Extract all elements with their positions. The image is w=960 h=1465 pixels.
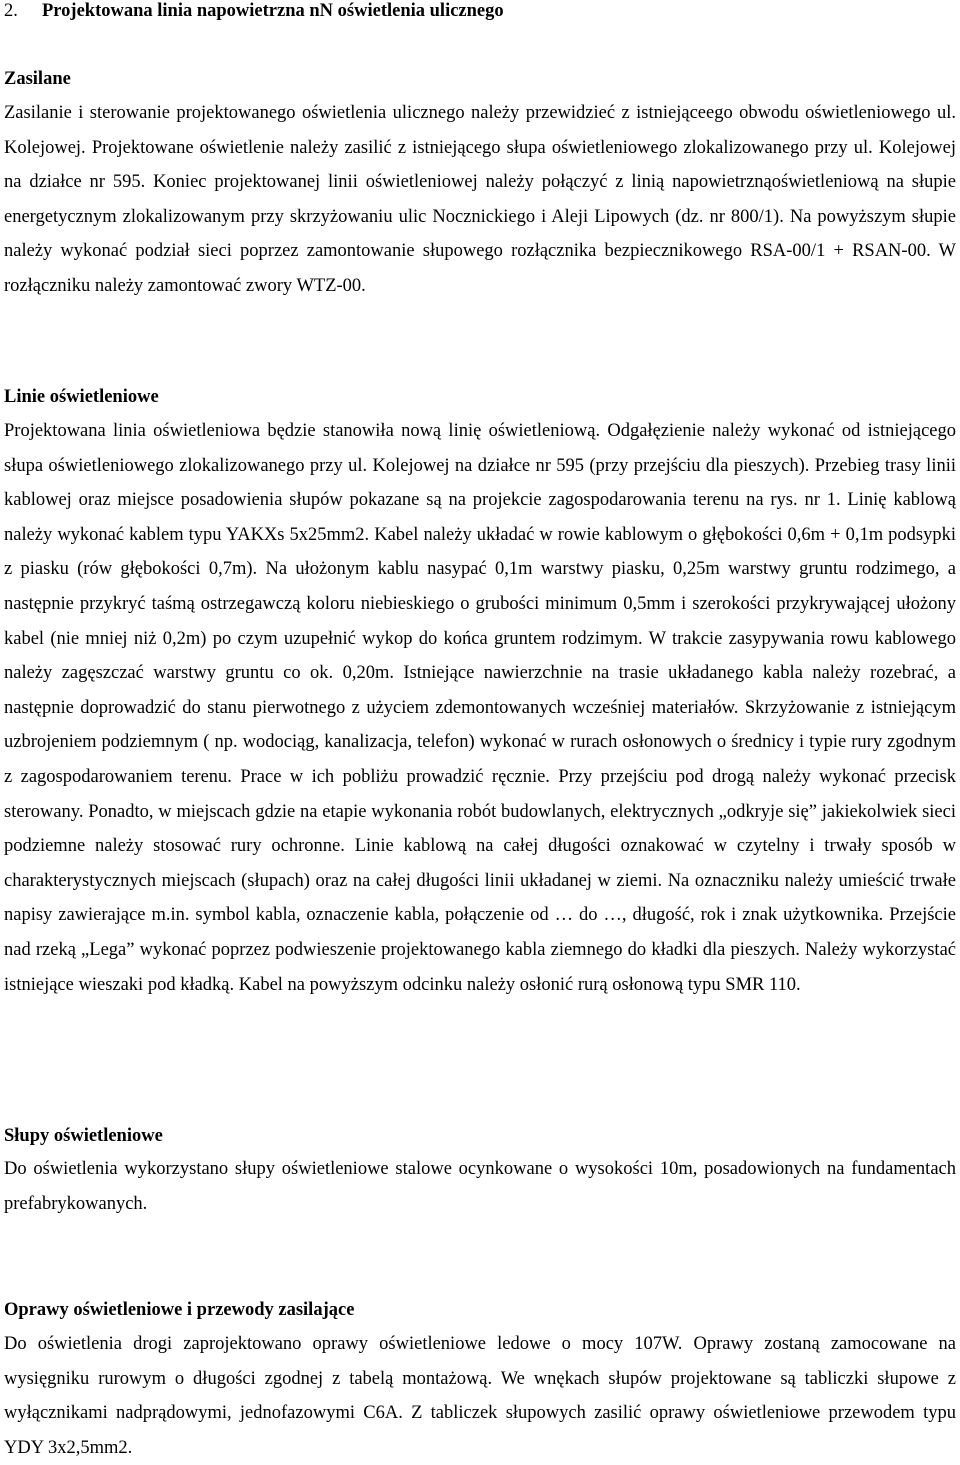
section-title-slupy: Słupy oświetleniowe (4, 1126, 163, 1146)
section-body-slupy: Do oświetlenia wykorzystano słupy oświetleniowe stalowe ocynkowane o wysokości 10m, posadowionych na fundamentach prefabrykowanych. (4, 1159, 956, 1214)
section-title-zasilane: Zasilane (4, 69, 71, 89)
section-title-oprawy: Oprawy oświetleniowe i przewody zasilające (4, 1300, 355, 1320)
section-body-linie: Projektowana linia oświetleniowa będzie stanowiła nową linię oświetleniową. Odgałęzienie należy wykonać od istniejącego słupa oświetleniowego zlokalizowanego przy ul. Kolejowej na działce nr 595 (przy przejściu dla pieszych). Przebieg trasy linii kablowej oraz miejsce posadowienia słupów pokazane są na projekcie zagospodarowania terenu na rys. nr 1. Linię kablową należy wykonać kablem typu YAKXs 5x25mm2. Kabel należy układać w rowie kablowym o głębokości 0,6m + 0,1m podsypki z piasku (rów głębokości 0,7m). Na ułożonym kablu nasypać 0,1m warstwy piasku, 0,25m warstwy gruntu rodzimego, a następnie przykryć taśmą ostrzegawczą koloru niebieskiego o grubości minimum 0,5mm i szerokości przykrywającej ułożony kabel (nie mniej niż 0,2m) po czym uzupełnić wykop do końca gruntem rodzimym. W trakcie zasypywania rowu kablowego należy zagęszczać warstwy gruntu co ok. 0,20m. Istniejące nawierzchnie na trasie układanego kabla należy rozebrać, a następnie doprowadzić do stanu pierwotnego z użyciem zdemontowanych wcześniej materiałów. Skrzyżowanie z istniejącym uzbrojeniem podziemnym ( np. wodociąg, kanalizacja, telefon) wykonać w rurach osłonowych o średnicy i typie rury zgodnym z zagospodarowaniem terenu. Prace w ich pobliżu prowadzić ręcznie. Przy przejściu pod drogą należy wykonać przecisk sterowany. Ponadto, w miejscach gdzie na etapie wykonania robót budowlanych, elektrycznych „odkryje się” jakiekolwiek sieci podziemne należy stosować rury ochronne. Linie kablową na całej długości oznakować w czytelny i trwały sposób w charakterystycznych miejscach (słupach) oraz na całej długości linii układanej w ziemi. Na oznaczniku należy umieścić trwałe napisy zawierające m.in. symbol kabla, oznaczenie kabla, połączenie od … do …, długość, rok i znak użytkownika. Przejście nad rzeką „Lega” wykonać poprzez podwieszenie projektowanego kabla ziemnego do kładki dla pieszych. Należy wykorzystać istniejące wieszaki pod kładką. Kabel na powyższym odcinku należy osłonić rurą osłonową typu SMR 110. (4, 421, 956, 995)
section-body-zasilane: Zasilanie i sterowanie projektowanego oświetlenia ulicznego należy przewidzieć z istniejąceego obwodu oświetleniowego ul. Kolejowej. Projektowane oświetlenie należy zasilić z istniejącego słupa oświetleniowego zlokalizowanego przy ul. Kolejowej na działce nr 595. Koniec projektowanej linii oświetleniowej należy połączyć z linią napowietrznąoświetleniową na słupie energetycznym zlokalizowanym przy skrzyżowaniu ulic Nocznickiego i Aleji Lipowych (dz. nr 800/1). Na powyższym słupie należy wykonać podział sieci poprzez zamontowanie słupowego rozłącznika bezpiecznikowego RSA-00/1 + RSAN-00. W rozłączniku należy zamontować zwory WTZ-00. (4, 103, 956, 296)
section-title-linie: Linie oświetleniowe (4, 387, 159, 407)
section-body-oprawy: Do oświetlenia drogi zaprojektowano oprawy oświetleniowe ledowe o mocy 107W. Oprawy zostaną zamocowane na wysięgniku rurowym o długości zgodnej z tabelą montażową. We wnękach słupów projektowane są tabliczki słupowe z wyłącznikami nadprądowymi, jednofazowymi C6A. Z tabliczek słupowych zasilić oprawy oświetleniowe przewodem typu YDY 3x2,5mm2. (4, 1334, 956, 1458)
main-heading (4, 0, 504, 23)
heading-number: 2. (4, 1, 18, 21)
heading-title: Projektowana linia napowietrzna nN oświetlenia ulicznego (42, 1, 504, 21)
